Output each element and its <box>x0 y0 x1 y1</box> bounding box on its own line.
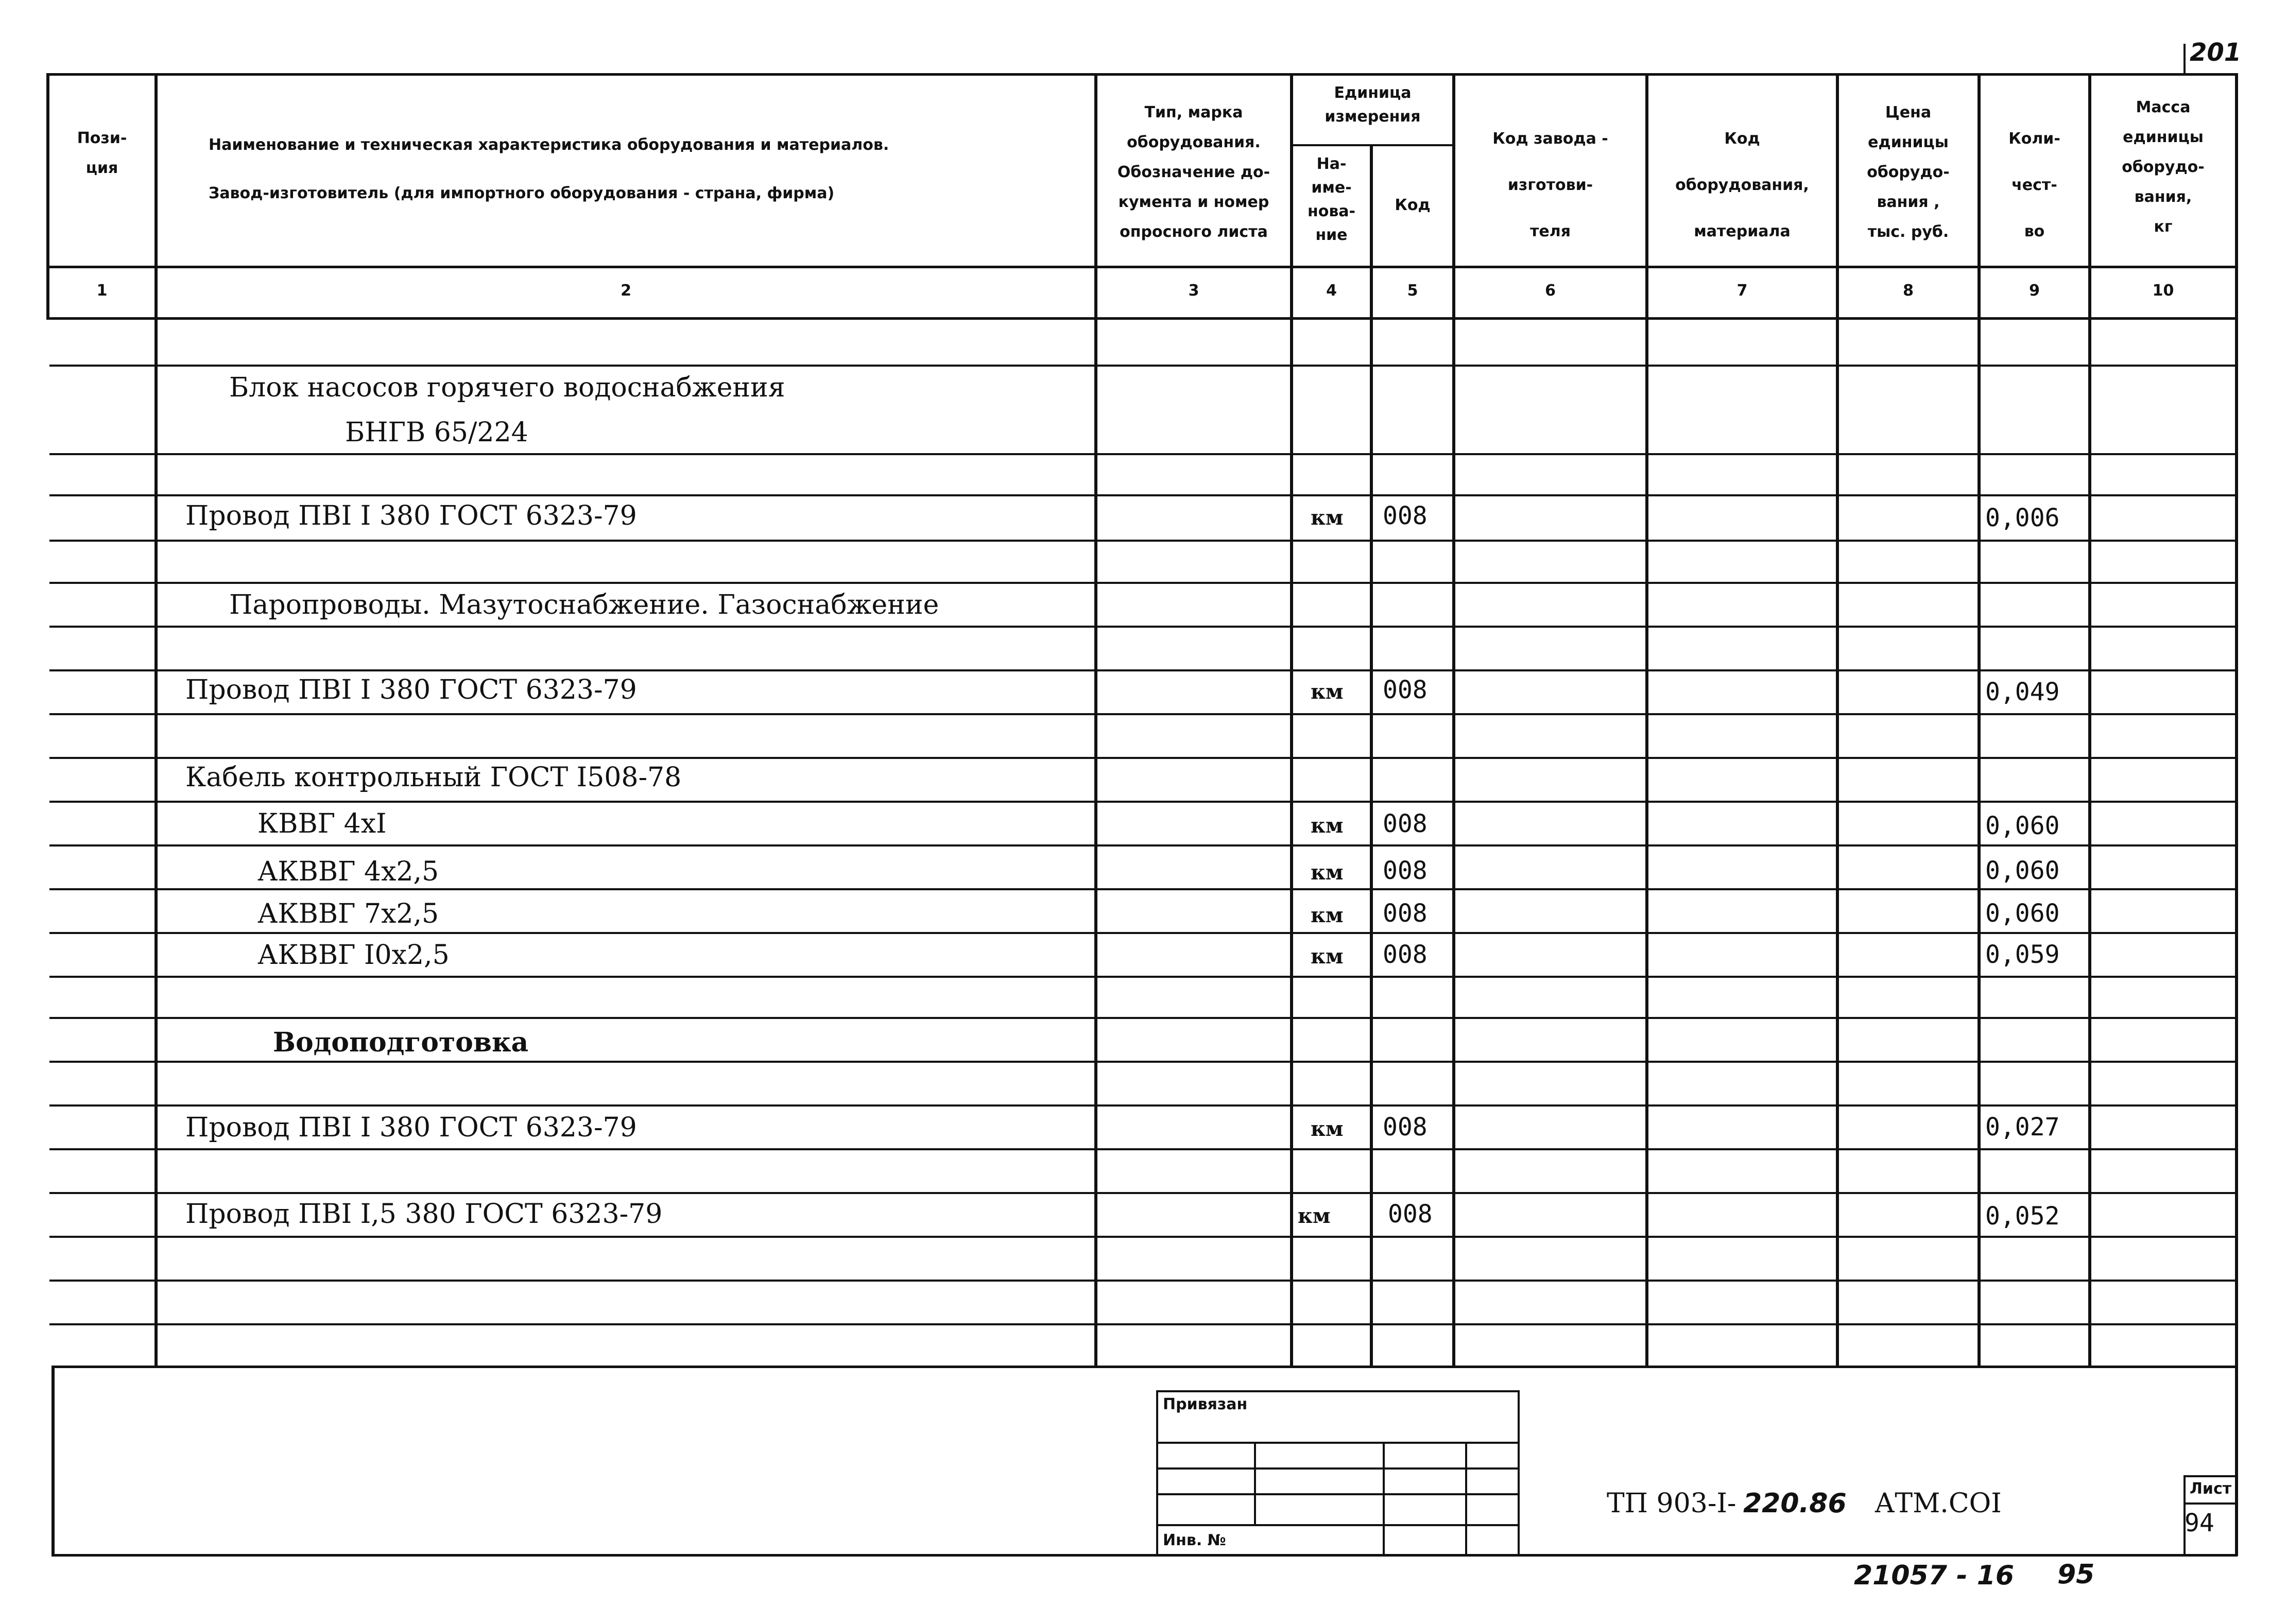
row-line <box>49 582 2235 584</box>
row-line <box>49 453 2235 455</box>
header-type: Тип, марка оборудования. Обозначение до- кумента и номер опросного листа <box>1117 103 1270 241</box>
sheet-box-mid <box>2185 1502 2236 1505</box>
row-item-name: Провод ПВI I 380 ГОСТ 6323-79 <box>185 1112 637 1143</box>
archive-number: 21057 - 16 <box>1854 1560 2015 1591</box>
row-line <box>49 626 2235 628</box>
col-divider-7 <box>1836 73 1839 1366</box>
row-unit-code: 008 <box>1388 1200 1433 1229</box>
row-section-title: Блок насосов горячего водоснабжения <box>229 372 785 403</box>
row-unit-code: 008 <box>1383 899 1428 928</box>
col-divider-4 <box>1370 144 1373 1366</box>
row-line <box>49 976 2235 978</box>
header-position: Пози- ция <box>77 129 127 177</box>
frame-right <box>2235 73 2238 1556</box>
header-bottom-line <box>46 266 2235 268</box>
row-subtitle: БНГВ 65/224 <box>345 417 528 448</box>
unit-group-divider <box>1290 144 1452 146</box>
header-equipment-code: Код оборудования, материала <box>1675 130 1809 240</box>
corner-tick <box>2183 44 2186 75</box>
row-line <box>49 801 2235 803</box>
frame-left-lower <box>51 1366 55 1556</box>
col-divider-1 <box>154 73 158 1366</box>
row-item-name: КВВГ 4xI <box>257 808 387 839</box>
row-unit-code: 008 <box>1383 676 1428 704</box>
row-section-title: Паропроводы. Мазутоснабжение. Газоснабжение <box>229 590 939 620</box>
row-section-title: Водоподготовка <box>273 1027 529 1058</box>
header-unit-name: На- име- нова- ние <box>1307 155 1356 244</box>
row-line <box>49 1104 2235 1107</box>
stamp-privyazan: Привязан <box>1163 1395 1248 1413</box>
row-line <box>49 540 2235 542</box>
row-unit: км <box>1311 903 1344 927</box>
header-unit-code: Код <box>1395 196 1431 214</box>
document-code-handwritten: 220.86 <box>1743 1488 1847 1519</box>
row-item-name: Провод ПВI I,5 380 ГОСТ 6323-79 <box>185 1199 663 1230</box>
row-line <box>49 888 2235 890</box>
row-line <box>49 1061 2235 1063</box>
row-unit: км <box>1311 506 1344 530</box>
row-unit: км <box>1311 944 1344 969</box>
col-number-9: 9 <box>2029 282 2040 300</box>
header-unit-group: Единица измерения <box>1325 84 1421 126</box>
col-divider-9 <box>2088 73 2091 1366</box>
row-quantity: 0,027 <box>1985 1113 2060 1142</box>
col-number-2: 2 <box>621 282 631 300</box>
row-unit: км <box>1311 860 1344 885</box>
row-line <box>49 1280 2235 1282</box>
col-number-6: 6 <box>1545 282 1556 300</box>
row-item-name: Провод ПВI I 380 ГОСТ 6323-79 <box>185 675 637 705</box>
row-unit: км <box>1298 1204 1331 1228</box>
row-quantity: 0,049 <box>1985 678 2060 706</box>
row-item-name: АКВВГ 7x2,5 <box>257 899 439 929</box>
col-divider-5 <box>1452 73 1455 1366</box>
row-quantity: 0,006 <box>1985 504 2060 532</box>
col-divider-8 <box>1978 73 1981 1366</box>
row-unit: км <box>1311 814 1344 838</box>
col-number-5: 5 <box>1407 282 1418 300</box>
row-line <box>49 1017 2235 1019</box>
row-quantity: 0,060 <box>1985 811 2060 840</box>
row-quantity: 0,060 <box>1985 856 2060 885</box>
col-number-8: 8 <box>1903 282 1914 300</box>
row-section-title: Кабель контрольный ГОСТ I508-78 <box>185 762 682 793</box>
row-quantity: 0,059 <box>1985 940 2060 969</box>
table-bottom-line <box>51 1366 2238 1368</box>
row-quantity: 0,060 <box>1985 899 2060 928</box>
header-price: Цена единицы оборудо- вания , тыс. руб. <box>1867 103 1950 241</box>
row-line <box>49 757 2235 759</box>
row-unit-code: 008 <box>1383 502 1428 530</box>
col-number-1: 1 <box>96 282 108 300</box>
colnum-bottom-line <box>46 317 2235 320</box>
row-unit: км <box>1311 680 1344 704</box>
sheet-number: 94 <box>2185 1509 2214 1537</box>
header-name: Наименование и техническая характеристика оборудования и материалов. Завод-изготовитель (для импортного оборудования - страна, фирма) <box>209 136 889 202</box>
col-divider-6 <box>1645 73 1648 1366</box>
row-line <box>49 1192 2235 1194</box>
header-plant-code: Код завода - изготови- теля <box>1492 130 1608 240</box>
row-line <box>49 1323 2235 1325</box>
row-line <box>49 932 2235 934</box>
row-item-name: Провод ПВI I 380 ГОСТ 6323-79 <box>185 500 637 531</box>
row-line <box>49 713 2235 715</box>
row-line <box>49 844 2235 846</box>
header-quantity: Коли- чест- во <box>2008 130 2060 240</box>
header-mass: Масса единицы оборудо- вания, кг <box>2122 98 2205 236</box>
row-unit-code: 008 <box>1383 940 1428 969</box>
row-unit: км <box>1311 1117 1344 1141</box>
row-item-name: АКВВГ I0x2,5 <box>257 940 450 971</box>
document-code-suffix: АТМ.COI <box>1875 1488 2002 1519</box>
frame-top-line <box>46 73 2235 76</box>
row-unit-code: 008 <box>1383 809 1428 838</box>
document-code-prefix: ТП 903-I- <box>1607 1488 1736 1519</box>
sheet-label: Лист <box>2190 1480 2232 1498</box>
row-item-name: АКВВГ 4x2,5 <box>257 856 439 887</box>
row-line <box>49 1148 2235 1150</box>
col-number-10: 10 <box>2152 282 2174 300</box>
row-line <box>49 365 2235 367</box>
col-number-3: 3 <box>1188 282 1199 300</box>
row-unit-code: 008 <box>1383 856 1428 885</box>
col-divider-2 <box>1094 73 1097 1366</box>
corner-number: 201 <box>2190 38 2242 67</box>
row-line <box>49 1236 2235 1238</box>
frame-bottom-line <box>51 1554 2238 1557</box>
col-number-4: 4 <box>1326 282 1337 300</box>
row-line <box>49 669 2235 671</box>
col-number-7: 7 <box>1736 282 1748 300</box>
stamp-inventory-number: Инв. № <box>1163 1531 1226 1549</box>
row-unit-code: 008 <box>1383 1113 1428 1142</box>
col-divider-3 <box>1290 73 1293 1366</box>
sheet-box-top <box>2185 1475 2236 1477</box>
row-quantity: 0,052 <box>1985 1202 2060 1231</box>
row-line <box>49 494 2235 496</box>
page-number: 95 <box>2057 1559 2095 1590</box>
